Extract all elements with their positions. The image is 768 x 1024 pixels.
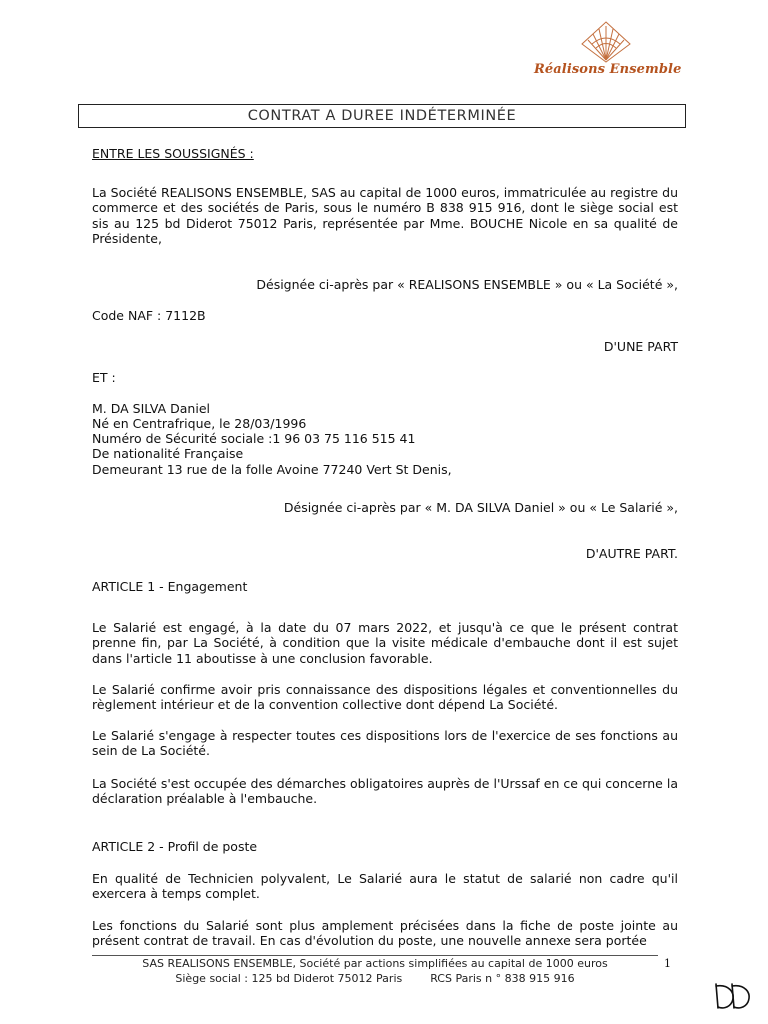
footer-company-line: SAS REALISONS ENSEMBLE, Société par actions simplifiées au capital de 1000 euros xyxy=(142,957,608,970)
article-1-paragraph: La Société s'est occupée des démarches obligatoires auprès de l'Urssaf en ce qui concerne la déclaration préalable à l'embauche. xyxy=(92,776,678,807)
handwritten-initials xyxy=(712,978,756,1012)
et-label: ET : xyxy=(92,370,116,385)
company-paragraph: La Société REALISONS ENSEMBLE, SAS au capital de 1000 euros, immatriculée au registre du commerce et des sociétés de Paris, sous le numéro B 838 915 916, dont le siège social est sis au 125 bd Diderot 75012 Paris, représentée par Mme. BOUCHE Nicole en sa qualité de Présidente, xyxy=(92,185,678,246)
company-designation: Désignée ci-après par « REALISONS ENSEMBLE » ou « La Société », xyxy=(256,277,678,292)
footer-address-line: Siège social : 125 bd Diderot 75012 Paris RCS Paris n ° 838 915 916 xyxy=(175,972,575,985)
footer-divider xyxy=(92,955,658,956)
employee-name: M. DA SILVA Daniel xyxy=(92,401,210,416)
employee-social-security: Numéro de Sécurité sociale :1 96 03 75 116 515 41 xyxy=(92,431,416,446)
contract-title: CONTRAT A DUREE INDÉTERMINÉE xyxy=(78,104,686,128)
article-1-paragraph: Le Salarié confirme avoir pris connaissance des dispositions légales et conventionnelles du règlement intérieur et de la convention collective dont dépend La Société. xyxy=(92,682,678,713)
article-1-paragraph: Le Salarié s'engage à respecter toutes ces dispositions lors de l'exercice de ses fonctions au sein de La Société. xyxy=(92,728,678,759)
company-logo-text: Réalisons Ensemble xyxy=(534,62,682,77)
employee-birth: Né en Centrafrique, le 28/03/1996 xyxy=(92,416,307,431)
article-2-paragraph: En qualité de Technicien polyvalent, Le Salarié aura le statut de salarié non cadre qu'il exercera à temps complet. xyxy=(92,871,678,902)
naf-code: Code NAF : 7112B xyxy=(92,308,206,323)
employee-nationality: De nationalité Française xyxy=(92,446,244,461)
article-2-paragraph: Les fonctions du Salarié sont plus amplement précisées dans la fiche de poste jointe au présent contrat de travail. En cas d'évolution du poste, une nouvelle annexe sera portée xyxy=(92,918,678,949)
article-2-heading: ARTICLE 2 - Profil de poste xyxy=(92,839,258,854)
employee-designation: Désignée ci-après par « M. DA SILVA Daniel » ou « Le Salarié », xyxy=(283,500,678,515)
article-1-heading: ARTICLE 1 - Engagement xyxy=(92,579,248,594)
page-number: 1 xyxy=(664,957,671,970)
employee-address: Demeurant 13 rue de la folle Avoine 77240 Vert St Denis, xyxy=(92,462,452,477)
rays-fan-logo-icon xyxy=(580,20,632,64)
first-part-label: D'UNE PART xyxy=(603,339,678,354)
article-1-paragraph: Le Salarié est engagé, à la date du 07 mars 2022, et jusqu'à ce que le présent contrat prenne fin, par La Société, à condition que la visite médicale d'embauche dont il est sujet dans l'article 11 aboutisse à une conclusion favorable. xyxy=(92,620,678,666)
second-part-label: D'AUTRE PART. xyxy=(585,546,678,561)
between-heading: ENTRE LES SOUSSIGNÉS : xyxy=(92,146,254,161)
